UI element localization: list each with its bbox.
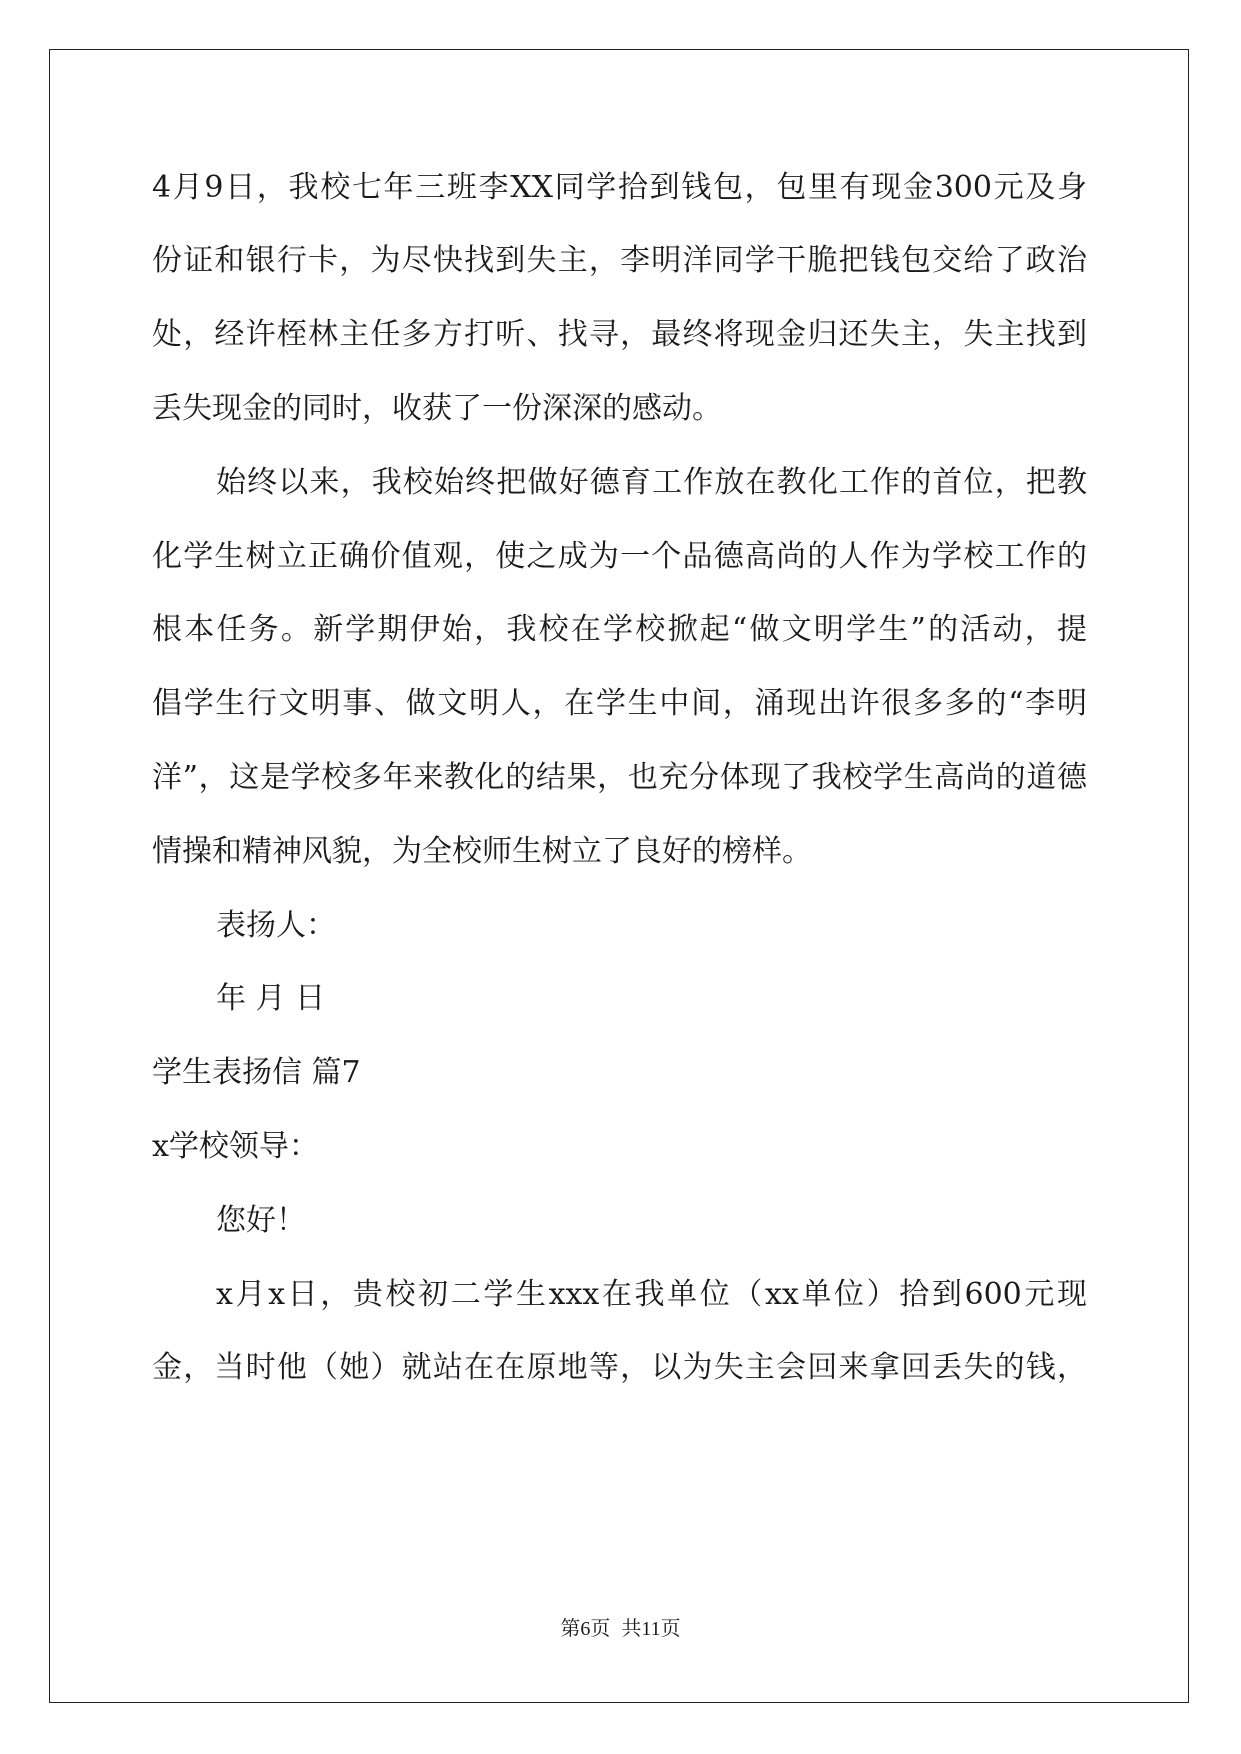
letter-salutation: x学校领导： bbox=[152, 1129, 319, 1164]
page-border bbox=[49, 49, 1189, 1703]
body-line: 丢失现金的同时，收获了一份深深的感动。 bbox=[152, 391, 722, 426]
section-heading: 学生表扬信 篇7 bbox=[152, 1055, 361, 1090]
body-line: 4月9日，我校七年三班李XX同学拾到钱包，包里有现金300元及身 bbox=[152, 170, 1087, 205]
total-pages: 共11页 bbox=[621, 1618, 681, 1640]
body-line: 情操和精神风貌，为全校师生树立了良好的榜样。 bbox=[152, 834, 812, 869]
body-line: 处，经许桎林主任多方打听、找寻，最终将现金归还失主，失主找到 bbox=[152, 317, 1087, 352]
body-line: 根本任务。新学期伊始，我校在学校掀起“做文明学生”的活动，提 bbox=[152, 612, 1087, 647]
body-line: 化学生树立正确价值观，使之成为一个品德高尚的人作为学校工作的 bbox=[152, 539, 1087, 574]
date-placeholder: 年 月 日 bbox=[216, 981, 326, 1016]
body-line: 份证和银行卡，为尽快找到失主，李明洋同学干脆把钱包交给了政治 bbox=[152, 243, 1087, 278]
greeting: 您好！ bbox=[216, 1203, 306, 1238]
current-page-number: 第6页 bbox=[560, 1618, 611, 1640]
paragraph-first-line: x月x日，贵校初二学生xxx在我单位（xx单位）拾到600元现 bbox=[216, 1277, 1087, 1312]
body-line: 洋”，这是学校多年来教化的结果，也充分体现了我校学生高尚的道德 bbox=[152, 760, 1087, 795]
praiser-label: 表扬人： bbox=[216, 908, 336, 943]
body-line: 金，当时他（她）就站在在原地等，以为失主会回来拿回丢失的钱， bbox=[152, 1350, 1087, 1385]
body-line: 倡学生行文明事、做文明人，在学生中间，涌现出许很多多的“李明 bbox=[152, 686, 1087, 721]
paragraph-first-line: 始终以来，我校始终把做好德育工作放在教化工作的首位，把教 bbox=[216, 465, 1087, 500]
page-footer bbox=[0, 1616, 1241, 1642]
